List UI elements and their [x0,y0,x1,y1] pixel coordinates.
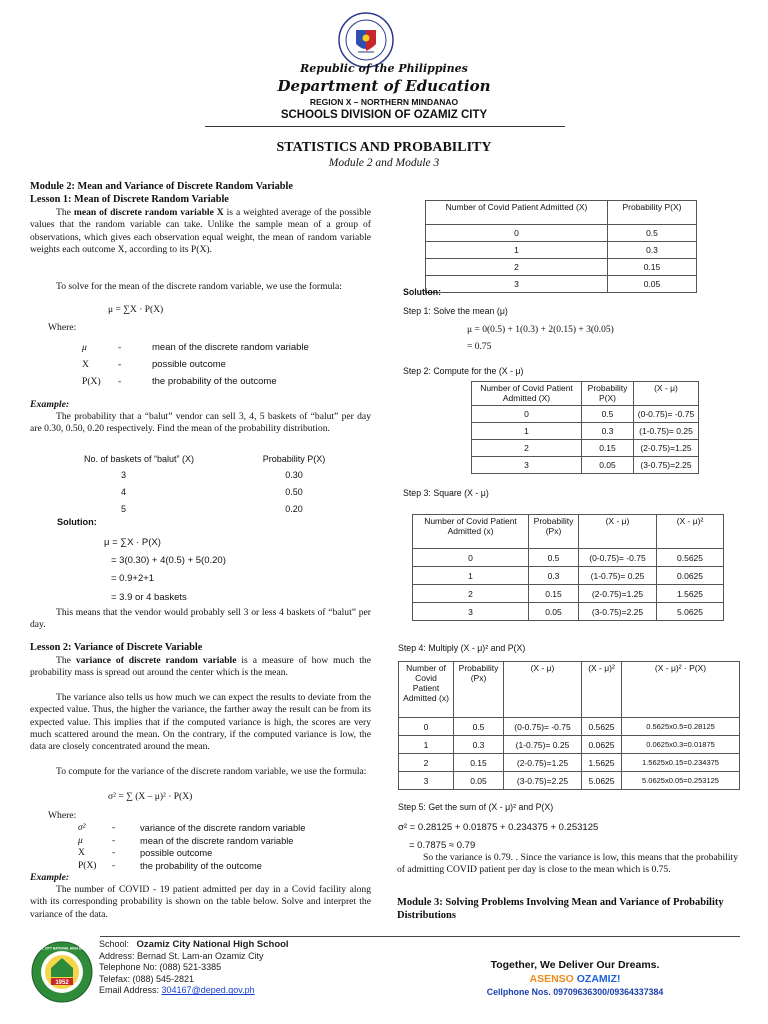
step5-label: Step 5: Get the sum of (X - μ)² and P(X) [398,802,554,812]
covid-table-1: Number of Covid Patient Admitted (X) Probability P(X) 0 0.5 1 0.3 2 0.15 3 0.05 [425,200,697,293]
doc-subtitle: Module 2 and Module 3 [328,157,440,169]
sum-equation: σ² = 0.28125 + 0.01875 + 0.234375 + 0.253125 [398,822,599,833]
cellphone-numbers: Cellphone Nos. 09709636300/09364337384 [486,987,664,997]
lesson2-paragraph-1: The variance of discrete random variable is a measure of how much the probability mass is spread out around the center which is the mean. [30,655,371,679]
asenso-ozamiz: ASENSO OZAMIZ! [529,973,621,985]
mean-formula: μ = ∑X · P(X) [108,305,164,315]
lesson1-paragraph: The mean of discrete random variable X is a weighted average of the possible values that the random variable can take. Unlike the sample mean of a group of observations, which gives each observation equal weight, the mean of random variable weights each outcome X, according to its P(X). [30,207,371,255]
variance-conclusion: So the variance is 0.79. . Since the variance is low, this means that the probability of admitting COVID patient per day is close to the mean which is 0.75. [397,852,738,876]
department-line: Department of Education [277,77,491,95]
example-label-1: Example: [30,399,70,410]
module3-heading: Module 3: Solving Problems Involving Mean and Variance of Probability Distributions [397,897,724,921]
tagline: Together, We Deliver Our Dreams. [490,959,660,971]
header-divider [205,126,565,127]
logo-text: OZAMIZ CITY NATIONAL HIGH SCHOOL [31,946,93,951]
step4-label: Step 4: Multiply (X - μ)² and P(X) [398,643,526,653]
lesson2-paragraph-2: The variance also tells us how much we can expect the results to deviate from the expected value. Thus, the higher the variance, the farther away the result can be from its expected value. This implies that if the computed variance is high, the scores are very much scattered around the mean. On the contrary, if the computed variance is low, the data are closely concentrated around the mean. [30,692,371,753]
solution-label-1: Solution: [57,517,97,527]
step2-label: Step 2: Compute for the (X - μ) [403,366,524,376]
division-line: SCHOOLS DIVISION OF OZAMIZ CITY [280,109,488,121]
mean-conclusion: This means that the vendor would probably sell 3 or less 4 baskets of “balut” per day. [30,607,371,631]
republic-line: Republic of the Philippines [300,62,468,75]
mean-solution: μ = ∑X · P(X) = 3(0.30) + 4(0.5) + 5(0.20) = 0.9+2+1 = 3.9 or 4 baskets [104,537,226,603]
covid-table-2: Number of Covid Patient Admitted (X) Probability P(X) (X - μ) 0 0.5 (0-0.75)= -0.75 1 0.3 (1-0.75)= 0.25 2 0.15 (2-0.75)=1.25 3 0.05 (3-0.75)=2.25 [471,381,699,474]
lesson1-heading: Lesson 1: Mean of Discrete Random Variable [30,194,229,205]
step1-label: Step 1: Solve the mean (μ) [403,306,508,316]
formula-intro: To solve for the mean of the discrete random variable, we use the formula: [56,281,342,292]
solution-label-2: Solution: [403,287,442,297]
doc-title: STATISTICS AND PROBABILITY [276,140,492,155]
step1-equation: μ = 0(0.5) + 1(0.3) + 2(0.15) + 3(0.05) [467,325,614,335]
email-link[interactable]: 304167@deped.gov.ph [161,985,255,996]
example-label-2: Example: [30,872,70,883]
step1-result: = 0.75 [467,342,492,352]
module2-heading: Module 2: Mean and Variance of Discrete Random Variable [30,181,293,192]
footer-divider [100,936,740,937]
region-line: REGION X – NORTHERN MINDANAO [309,97,459,107]
where-label-1: Where: [48,322,77,333]
lesson2-heading: Lesson 2: Variance of Discrete Variable [30,642,203,653]
school-logo [31,941,93,1003]
covid-table-4: Number of Covid Patient Admitted (x) Probability (Px) (X - μ) (X - μ)² (X - μ)² · P(X) 0 0.5 (0-0.75)= -0.75 0.5625 0.5625x0.5=0.28125 1 0.3 (1-0.75)= 0.25 0.0625 0.0625x0.3=0.01875 2 0.15 (2-0.75)=1.25 1.5625 1.5625x0.15=0.234375 3 0.05 (3-0.75)=2.25 5.0625 5.0625x0.05=0.253125 [398,661,740,790]
example1-text: The probability that a “balut” vendor can sell 3, 4, 5 baskets of “balut” per day are 0.30, 0.50, 0.20 respectively. Find the mean of the probability distribution. [30,411,371,435]
school-contact-block: School: Ozamiz City National High School Address: Bernad St. Lam-an Ozamiz City Telephone No: (088) 521-3385 Telefax: (088) 545-2821 Email Address: 304167@deped.gov.ph [99,939,289,996]
logo-year: 1952 [55,980,69,986]
example2-text: The number of COVID - 19 patient admitted per day in a Covid facility along with its corresponding probability is shown on the table below. Solve and interpret the variance of the data. [30,884,371,920]
variance-formula: σ² = ∑ (X – μ)² · P(X) [108,792,193,802]
lesson2-paragraph-3: To compute for the variance of the discrete random variable, we use the formula: [56,766,367,777]
sum-result: = 0.7875 ≈ 0.79 [409,840,476,851]
step3-label: Step 3: Square (X - μ) [403,488,489,498]
where-label-2: Where: [48,810,77,821]
covid-table-3: Number of Covid Patient Admitted (x) Probability (Px) (X - μ) (X - μ)² 0 0.5 (0-0.75)= -0.75 0.5625 1 0.3 (1-0.75)= 0.25 0.0625 2 0.15 (2-0.75)=1.25 1.5625 3 0.05 (3-0.75)=2.25 5.0625 [412,514,724,621]
balut-table: No. of baskets of “balut” (X) Probability P(X) 3 0.30 4 0.50 5 0.20 [84,453,326,514]
deped-seal [338,12,394,68]
